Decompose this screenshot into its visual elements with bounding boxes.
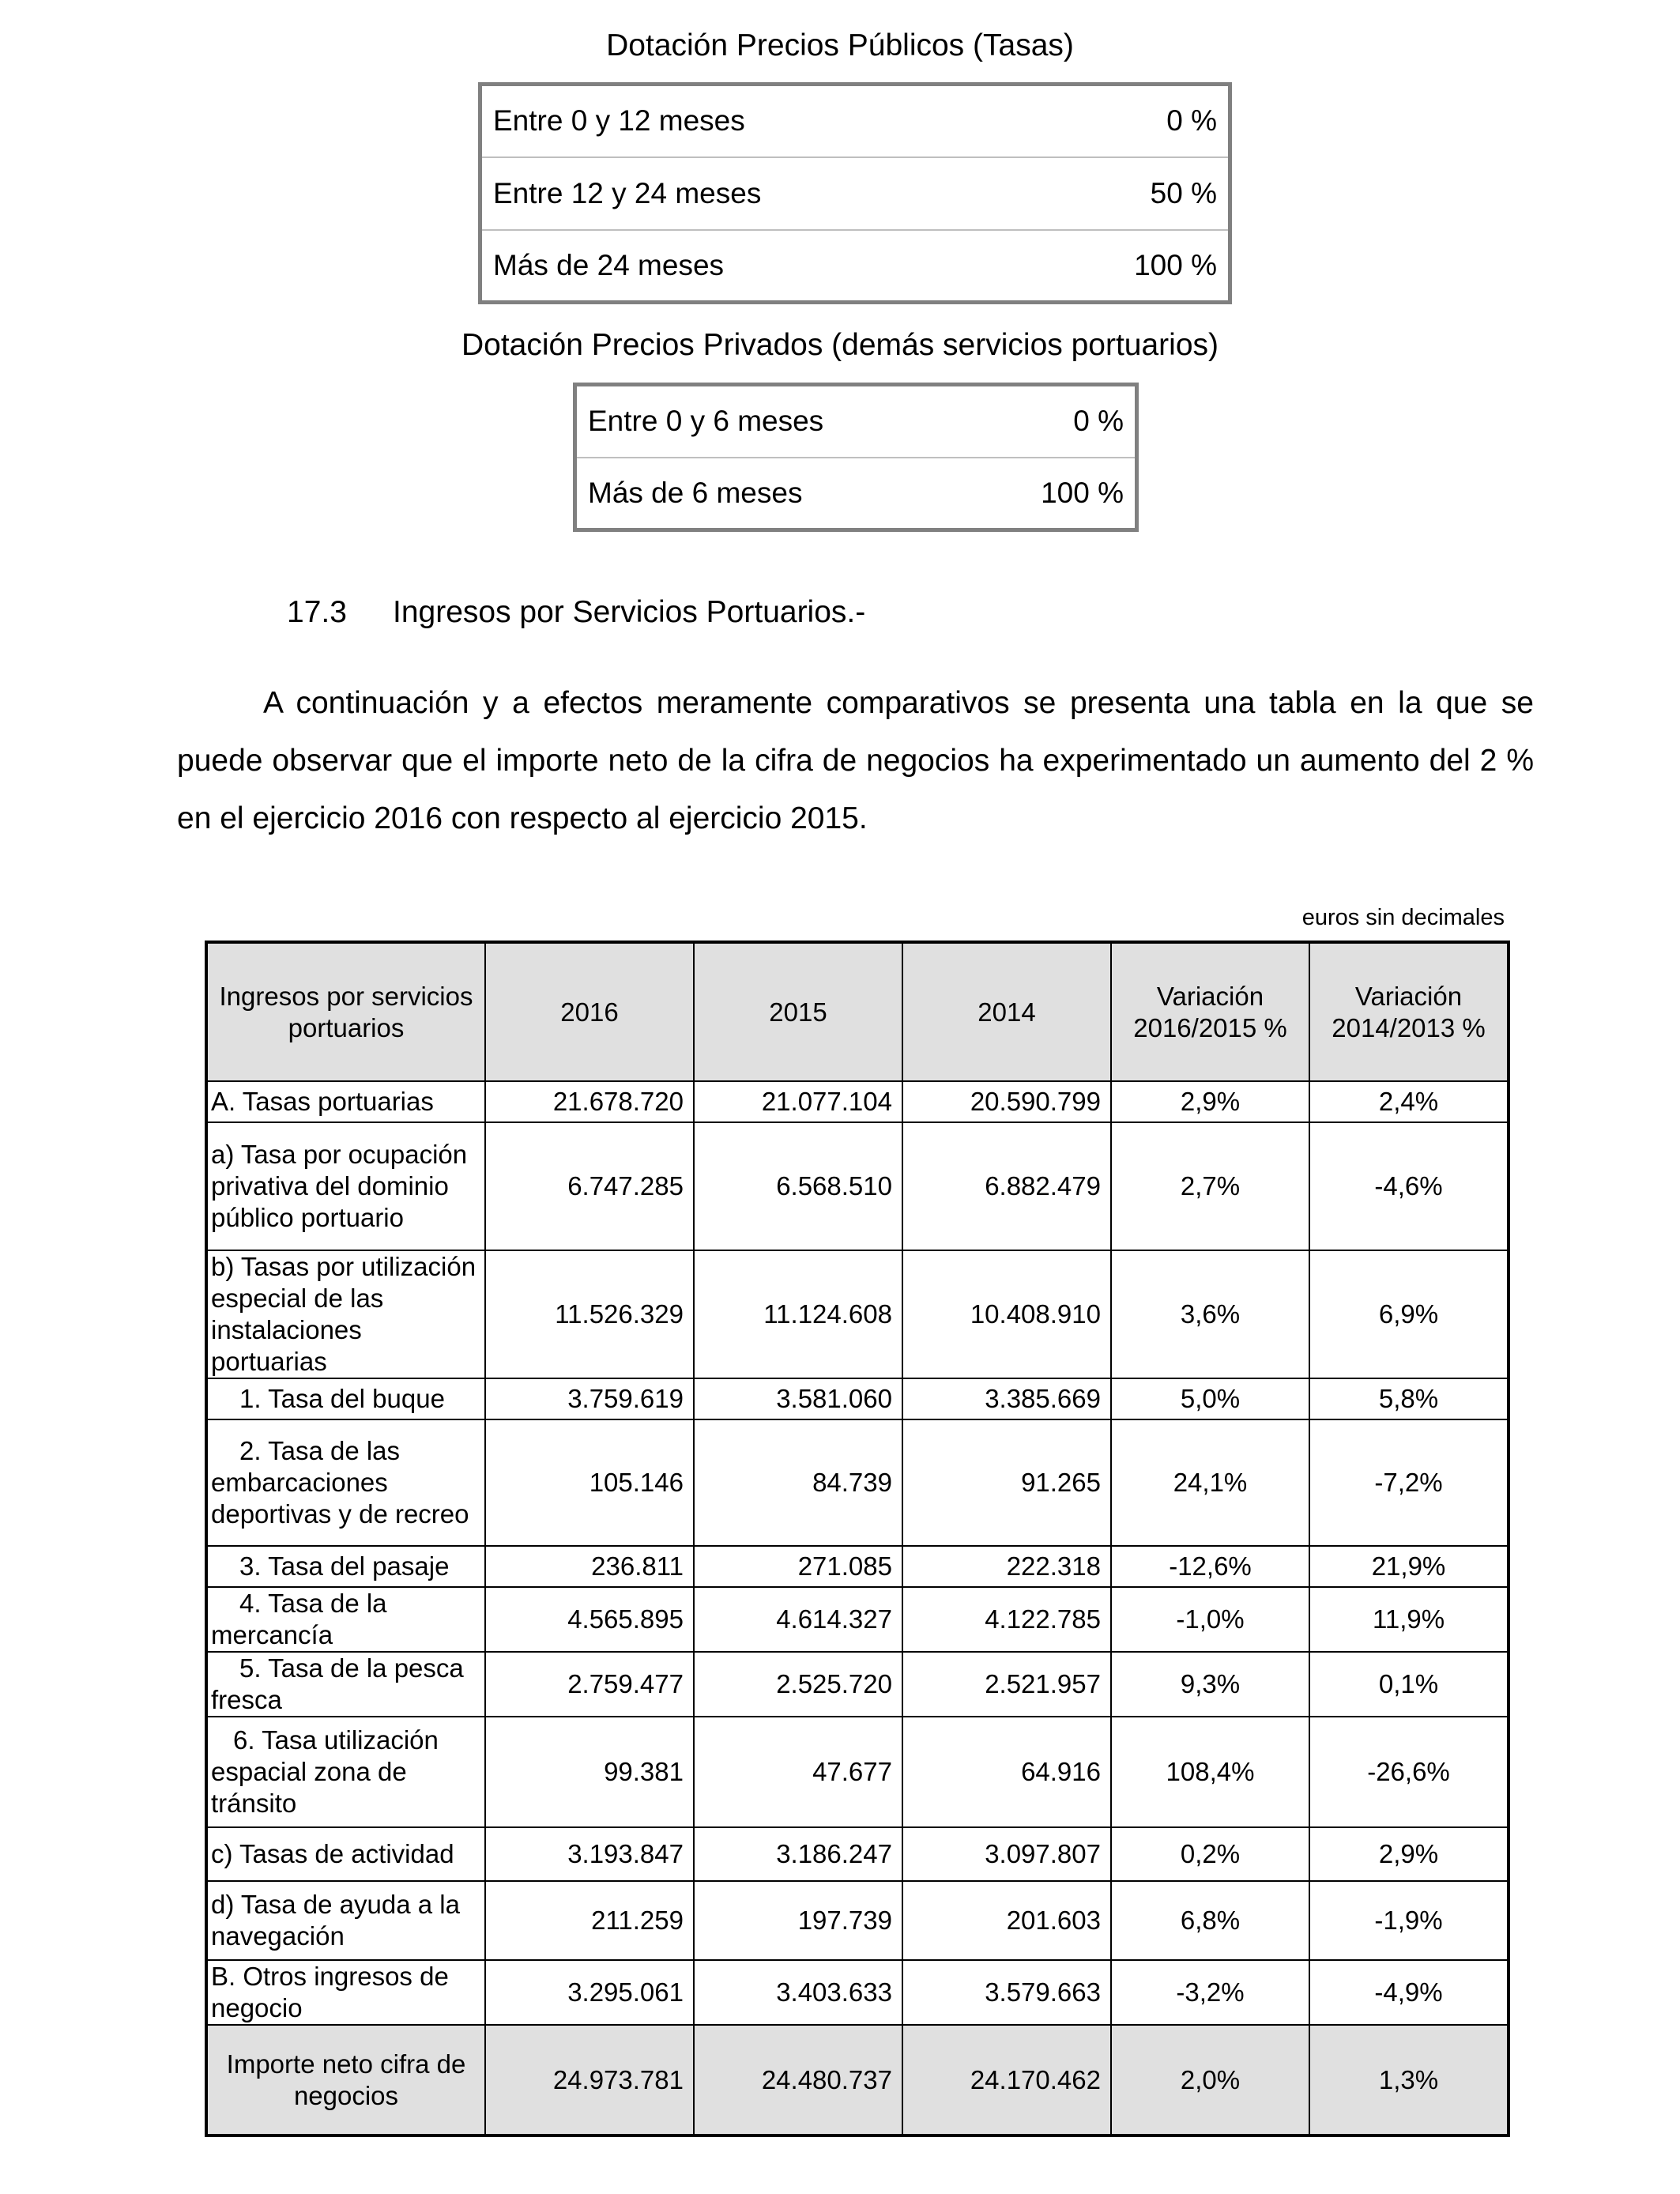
cell-variation-2016-2015: 24,1% xyxy=(1111,1419,1309,1546)
row-label: Entre 0 y 12 meses xyxy=(493,104,745,138)
cell-variation-2014-2013: 11,9% xyxy=(1309,1587,1509,1652)
cell-variation-2014-2013: 2,9% xyxy=(1309,1827,1509,1881)
row-label: 6. Tasa utilización espacial zona de tránsito xyxy=(206,1717,485,1827)
row-label: Entre 12 y 24 meses xyxy=(480,157,1030,230)
cell-variation-2016-2015: 108,4% xyxy=(1111,1717,1309,1827)
column-header: Variación 2016/2015 % xyxy=(1111,942,1309,1081)
row-label: Importe neto cifra de negocios xyxy=(206,2025,485,2136)
row-label: 2. Tasa de las embarcaciones deportivas y de recreo xyxy=(206,1419,485,1546)
cell-2015: 24.480.737 xyxy=(694,2025,902,2136)
cell-variation-2014-2013: -7,2% xyxy=(1309,1419,1509,1546)
row-value: 50 % xyxy=(1029,157,1230,230)
body-paragraph xyxy=(177,674,1534,847)
cell-2016: 105.146 xyxy=(485,1419,694,1546)
column-header: Ingresos por servicios portuarios xyxy=(206,942,485,1081)
public-prices-table xyxy=(478,82,1232,304)
cell-2016: 4.565.895 xyxy=(485,1587,694,1652)
cell-2014: 3.579.663 xyxy=(902,1960,1111,2025)
cell-2016: 99.381 xyxy=(485,1717,694,1827)
cell-2016: 236.811 xyxy=(485,1546,694,1587)
cell-variation-2016-2015: -12,6% xyxy=(1111,1546,1309,1587)
cell-2014: 91.265 xyxy=(902,1419,1111,1546)
cell-2014: 4.122.785 xyxy=(902,1587,1111,1652)
cell-variation-2016-2015: 9,3% xyxy=(1111,1652,1309,1717)
cell-2016: 21.678.720 xyxy=(485,1081,694,1122)
cell-2014: 201.603 xyxy=(902,1881,1111,1960)
row-label: 4. Tasa de la mercancía xyxy=(206,1587,485,1652)
table-row xyxy=(206,1827,1509,1881)
section-title: Ingresos por Servicios Portuarios.- xyxy=(393,595,866,629)
row-label: a) Tasa por ocupación privativa del dominio público portuario xyxy=(206,1122,485,1250)
table-row xyxy=(206,1250,1509,1378)
cell-2016: 3.759.619 xyxy=(485,1378,694,1419)
cell-variation-2014-2013: 1,3% xyxy=(1309,2025,1509,2136)
row-label: Entre 0 y 6 meses xyxy=(588,405,824,438)
public-prices-title: Dotación Precios Públicos (Tasas) xyxy=(606,28,1074,62)
table-row xyxy=(206,1960,1509,2025)
private-prices-title: Dotación Precios Privados (demás servicios portuarios) xyxy=(461,328,1219,362)
row-label: d) Tasa de ayuda a la navegación xyxy=(206,1881,485,1960)
cell-variation-2014-2013: -4,9% xyxy=(1309,1960,1509,2025)
cell-2015: 47.677 xyxy=(694,1717,902,1827)
cell-2015: 197.739 xyxy=(694,1881,902,1960)
table-row xyxy=(206,1881,1509,1960)
cell-2014: 6.882.479 xyxy=(902,1122,1111,1250)
cell-2015: 84.739 xyxy=(694,1419,902,1546)
cell-variation-2014-2013: -1,9% xyxy=(1309,1881,1509,1960)
cell-variation-2014-2013: 0,1% xyxy=(1309,1652,1509,1717)
cell-variation-2014-2013: -26,6% xyxy=(1309,1717,1509,1827)
column-header: Variación 2014/2013 % xyxy=(1309,942,1509,1081)
row-value: 100 % xyxy=(1029,230,1230,303)
cell-2014: 2.521.957 xyxy=(902,1652,1111,1717)
table-header-row xyxy=(206,942,1509,1081)
cell-2015: 271.085 xyxy=(694,1546,902,1587)
row-label: b) Tasas por utilización especial de las instalaciones portuarias xyxy=(206,1250,485,1378)
cell-variation-2014-2013: -4,6% xyxy=(1309,1122,1509,1250)
cell-variation-2014-2013: 21,9% xyxy=(1309,1546,1509,1587)
cell-variation-2016-2015: 5,0% xyxy=(1111,1378,1309,1419)
row-label: 1. Tasa del buque xyxy=(206,1378,485,1419)
table-row xyxy=(206,1419,1509,1546)
row-label: c) Tasas de actividad xyxy=(206,1827,485,1881)
unit-note: euros sin decimales xyxy=(1301,905,1505,930)
cell-variation-2014-2013: 5,8% xyxy=(1309,1378,1509,1419)
row-label: Más de 24 meses xyxy=(480,230,1030,303)
row-label: A. Tasas portuarias xyxy=(206,1081,485,1122)
cell-variation-2016-2015: -1,0% xyxy=(1111,1587,1309,1652)
cell-2016: 2.759.477 xyxy=(485,1652,694,1717)
cell-2014: 222.318 xyxy=(902,1546,1111,1587)
cell-2015: 11.124.608 xyxy=(694,1250,902,1378)
private-prices-table xyxy=(573,383,1139,532)
row-label: Más de 6 meses xyxy=(575,458,974,530)
column-header: 2014 xyxy=(902,942,1111,1081)
cell-2014: 3.385.669 xyxy=(902,1378,1111,1419)
row-value: 100 % xyxy=(973,458,1136,530)
cell-2016: 6.747.285 xyxy=(485,1122,694,1250)
table-row xyxy=(480,157,1230,230)
table-row xyxy=(206,1546,1509,1587)
cell-2015: 6.568.510 xyxy=(694,1122,902,1250)
cell-2015: 4.614.327 xyxy=(694,1587,902,1652)
cell-2016: 11.526.329 xyxy=(485,1250,694,1378)
cell-2015: 21.077.104 xyxy=(694,1081,902,1122)
cell-2016: 3.295.061 xyxy=(485,1960,694,2025)
table-row xyxy=(206,1378,1509,1419)
cell-2014: 3.097.807 xyxy=(902,1827,1111,1881)
cell-variation-2016-2015: 0,2% xyxy=(1111,1827,1309,1881)
cell-2016: 211.259 xyxy=(485,1881,694,1960)
cell-variation-2014-2013: 6,9% xyxy=(1309,1250,1509,1378)
cell-2016: 24.973.781 xyxy=(485,2025,694,2136)
table-row xyxy=(206,1717,1509,1827)
row-value: 0 % xyxy=(1073,405,1124,438)
paragraph-text: A continuación y a efectos meramente comparativos se presenta una tabla en la que se puede observar que el importe neto de la cifra de negocios ha experimentado un aumento del 2 % en el ejercicio 2016 con respecto al ejercicio 2015. xyxy=(177,686,1534,835)
row-label: 5. Tasa de la pesca fresca xyxy=(206,1652,485,1717)
cell-2014: 24.170.462 xyxy=(902,2025,1111,2136)
cell-variation-2014-2013: 2,4% xyxy=(1309,1081,1509,1122)
table-row xyxy=(206,1652,1509,1717)
cell-variation-2016-2015: 2,9% xyxy=(1111,1081,1309,1122)
column-header: 2016 xyxy=(485,942,694,1081)
table-row-total xyxy=(206,2025,1509,2136)
table-row xyxy=(206,1122,1509,1250)
row-label: B. Otros ingresos de negocio xyxy=(206,1960,485,2025)
table-row xyxy=(206,1081,1509,1122)
cell-2014: 10.408.910 xyxy=(902,1250,1111,1378)
cell-2015: 3.403.633 xyxy=(694,1960,902,2025)
table-row xyxy=(480,230,1230,303)
column-header: 2015 xyxy=(694,942,902,1081)
row-label: 3. Tasa del pasaje xyxy=(206,1546,485,1587)
income-table xyxy=(205,941,1510,2137)
cell-variation-2016-2015: 2,0% xyxy=(1111,2025,1309,2136)
cell-2015: 2.525.720 xyxy=(694,1652,902,1717)
section-number: 17.3 xyxy=(287,595,347,629)
cell-2014: 20.590.799 xyxy=(902,1081,1111,1122)
table-row xyxy=(575,458,1137,530)
table-row xyxy=(206,1587,1509,1652)
cell-variation-2016-2015: 3,6% xyxy=(1111,1250,1309,1378)
cell-2016: 3.193.847 xyxy=(485,1827,694,1881)
cell-2014: 64.916 xyxy=(902,1717,1111,1827)
cell-variation-2016-2015: -3,2% xyxy=(1111,1960,1309,2025)
cell-2015: 3.186.247 xyxy=(694,1827,902,1881)
table-row xyxy=(575,385,1137,458)
table-row xyxy=(480,85,1230,157)
cell-variation-2016-2015: 2,7% xyxy=(1111,1122,1309,1250)
cell-2015: 3.581.060 xyxy=(694,1378,902,1419)
row-value: 0 % xyxy=(1166,104,1217,138)
cell-variation-2016-2015: 6,8% xyxy=(1111,1881,1309,1960)
